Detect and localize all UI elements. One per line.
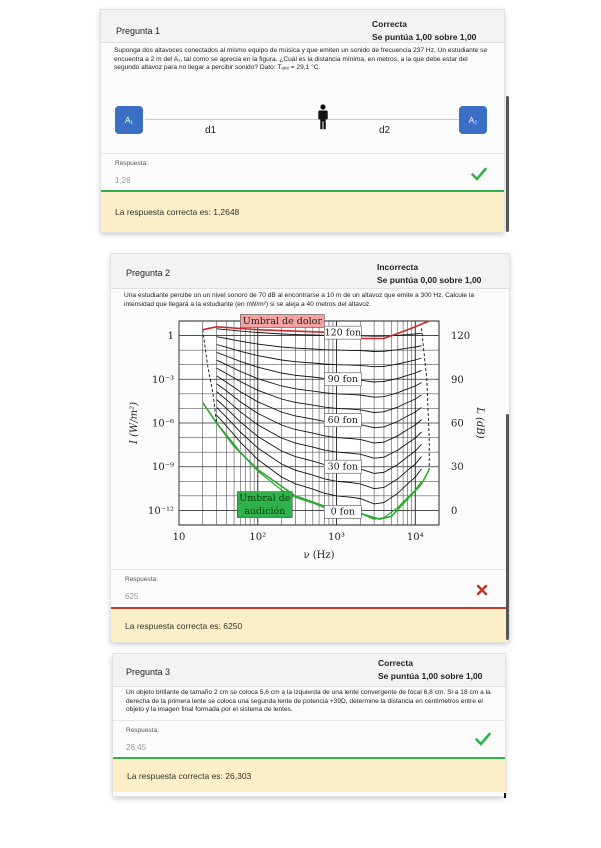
response-area — [111, 569, 509, 610]
question-text: Suponga dos altavoces conectados al mismo equipo de música y que emiten un sonido de frecuencia 237 Hz. Un estudiante se encuentra a 2 m del A₁, tal como se aprecia en la figura. ¿Cuál es la distancia mínima, en metros, a la que debe estar del segundo altavoz para no llegar a percibir sonido? Dato: Tₐᵢᵣₑ = 29,1 °C. — [114, 47, 488, 72]
x-tick-label: 10 — [172, 532, 186, 543]
x-tick-label: 10⁴ — [406, 532, 424, 543]
question-title: Pregunta 3 — [126, 667, 171, 677]
question-score: Se puntúa 1,00 sobre 1,00 — [372, 32, 477, 42]
question-score: Se puntúa 1,00 sobre 1,00 — [378, 671, 483, 681]
y-right-tick-label: 30 — [451, 462, 464, 474]
x-tick-label: 10² — [249, 532, 267, 543]
loudness-chart — [111, 314, 509, 569]
y-right-tick-label: 120 — [451, 331, 471, 343]
hearing-threshold-label-text: audición — [244, 505, 286, 517]
y-left-axis-label: I (W/m²) — [129, 401, 140, 445]
page-dot — [504, 793, 506, 798]
question-1-header — [101, 10, 504, 43]
speakers-figure — [101, 100, 504, 145]
cross-icon — [476, 584, 488, 596]
y-left-tick-label: 1 — [167, 331, 174, 343]
check-icon — [475, 732, 491, 746]
question-3-header — [113, 654, 505, 687]
hearing-threshold-label-text: Umbral de — [239, 492, 291, 504]
y-right-tick-label: 60 — [451, 418, 464, 430]
y-right-axis-label: L (dB) — [474, 407, 485, 439]
response-label: Respuesta: — [126, 727, 159, 734]
student-figure — [316, 104, 330, 130]
phon-label-text: 60 fon — [327, 414, 359, 426]
y-left-tick-label: 10⁻³ — [151, 374, 174, 386]
correct-answer-feedback: La respuesta correcta es: 6250 — [111, 609, 509, 642]
y-right-tick-label: 0 — [451, 505, 458, 517]
response-label: Respuesta: — [125, 576, 158, 583]
scrollbar[interactable] — [506, 96, 509, 232]
speaker-a1: A₁ — [115, 106, 143, 134]
distance-d2-label: d2 — [379, 125, 391, 136]
response-input[interactable]: 625 — [125, 592, 139, 601]
speaker-a2: A₂ — [459, 106, 487, 134]
question-title: Pregunta 1 — [116, 26, 161, 36]
pain-threshold-label-text: Umbral de dolor — [242, 315, 322, 327]
question-2-header — [111, 254, 509, 289]
response-area — [113, 720, 505, 761]
phon-label-text: 90 fon — [327, 374, 359, 386]
question-title: Pregunta 2 — [126, 268, 171, 278]
phon-label-text: 30 fon — [327, 461, 359, 473]
y-left-tick-label: 10⁻⁹ — [151, 462, 174, 474]
y-right-tick-label: 90 — [451, 374, 464, 386]
question-status: Correcta — [378, 658, 413, 668]
question-text: Una estudiante percibe un un nivel sonoro de 70 dB al encontrarse a 10 m de un altavoz que emite a 300 Hz. Calcule la intensidad que llegará a la estudiante (en nW/m²) si se aleja a 40 metros del altavoz. — [124, 292, 475, 308]
correct-answer-feedback: La respuesta correcta es: 26,303 — [113, 759, 505, 792]
distance-line — [145, 119, 459, 120]
question-score: Se puntúa 0,00 sobre 1,00 — [377, 275, 482, 285]
question-status: Correcta — [372, 19, 407, 29]
correct-answer-feedback: La respuesta correcta es: 1,2648 — [101, 192, 504, 232]
x-axis-label: ν (Hz) — [303, 550, 335, 561]
y-left-tick-label: 10⁻⁶ — [151, 418, 174, 430]
response-input[interactable]: 1,26 — [115, 176, 131, 185]
question-status: Incorrecta — [377, 262, 419, 272]
question-1-card — [101, 10, 504, 232]
response-input[interactable]: 26,45 — [126, 743, 147, 752]
check-icon — [471, 167, 487, 181]
question-3-card — [113, 654, 505, 796]
response-label: Respuesta: — [115, 160, 148, 167]
distance-d1-label: d1 — [205, 125, 217, 136]
x-tick-label: 10³ — [328, 532, 345, 543]
question-text: Un objeto brillante de tamaño 2 cm se coloca 5,6 cm a la izquierda de una lente convergente de focal 6,8 cm. Si a 18 cm a la derecha de la primera lente se coloca una segunda lente de potencia +39D, determine la distancia en centímetros entre el objeto y la imagen final formada por el sistema de lentes. — [126, 689, 491, 714]
y-left-tick-label: 10⁻¹² — [147, 505, 174, 517]
phon-label-text: 0 fon — [330, 506, 356, 518]
question-2-card — [111, 254, 509, 642]
phon-label-text: 120 fon — [324, 327, 362, 339]
scrollbar[interactable] — [506, 414, 509, 640]
